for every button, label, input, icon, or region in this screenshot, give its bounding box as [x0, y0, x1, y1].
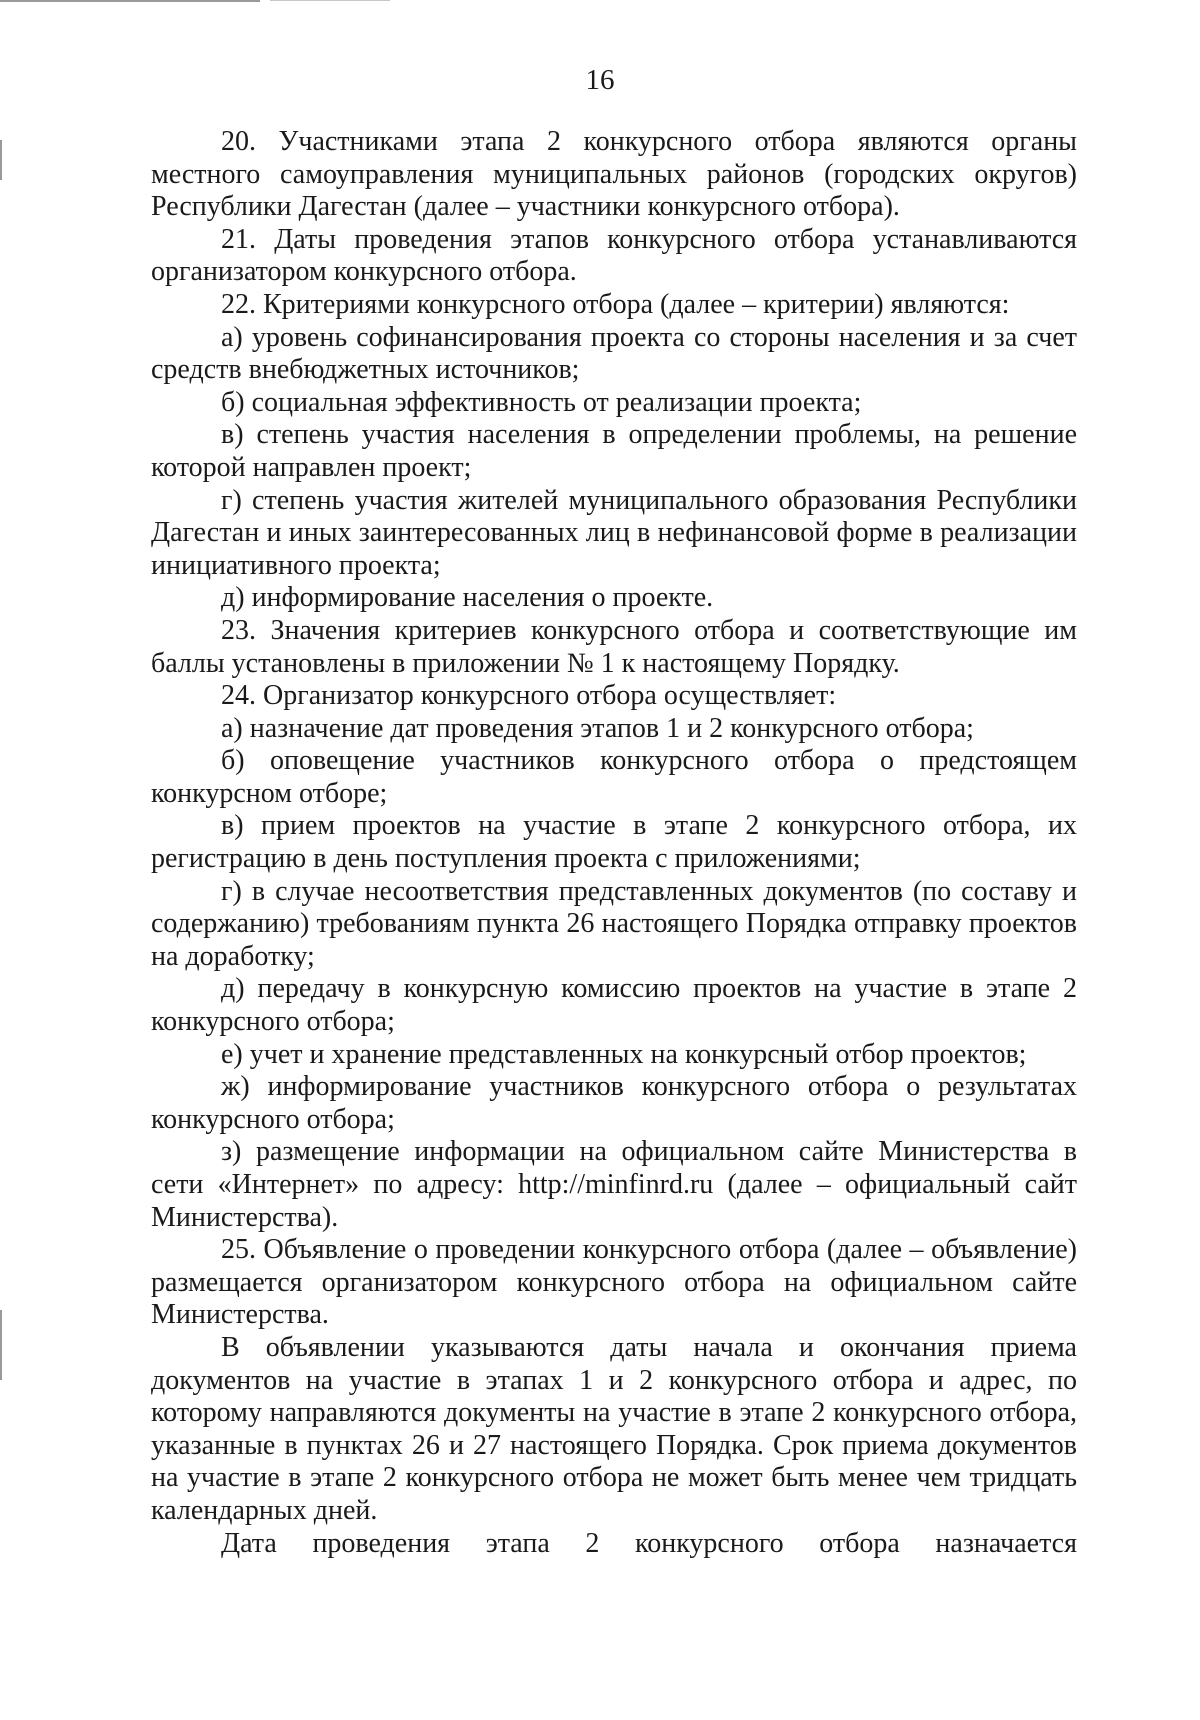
paragraph: а) назначение дат проведения этапов 1 и 2 конкурсного отбора;	[221, 712, 974, 744]
paragraph: в) степень участия населения в определении проблемы, на решение которой направлен проект;	[151, 419, 1077, 483]
paragraph: 25. Объявление о проведении конкурсного отбора (далее – объявление) размещается организатором конкурсного отбора на официальном сайте Министерства.	[151, 1234, 1077, 1331]
paragraph: 20. Участниками этапа 2 конкурсного отбора являются органы местного самоуправления муниципальных районов (городских округов) Республики Дагестан (далее – участники конкурсного отбора).	[151, 126, 1077, 223]
scan-edge-mark	[0, 140, 2, 180]
paragraph: д) информирование населения о проекте.	[221, 582, 714, 614]
document-body	[151, 126, 1077, 1560]
page-number: 16	[585, 64, 615, 96]
scan-edge-mark	[270, 0, 390, 1]
paragraph: г) в случае несоответствия представленных документов (по составу и содержанию) требованиям пункта 26 настоящего Порядка отправку проектов на доработку;	[151, 875, 1077, 972]
paragraph: д) передачу в конкурсную комиссию проектов на участие в этапе 2 конкурсного отбора;	[151, 973, 1077, 1038]
paragraph: з) размещение информации на официальном сайте Министерства в сети «Интернет» по адресу: http://minfinrd.ru (далее – официальный сайт Министерства).	[151, 1136, 1077, 1233]
paragraph: 24. Организатор конкурсного отбора осуществляет:	[221, 680, 837, 712]
paragraph: в) прием проектов на участие в этапе 2 конкурсного отбора, их регистрацию в день поступления проекта с приложениями;	[151, 810, 1077, 875]
paragraph: В объявлении указываются даты начала и окончания приема документов на участие в этапах 1 и 2 конкурсного отбора и адрес, по которому направляются документы на участие в этапе 2 конкурсного отбора, указанные в пунктах 26 и 27 настоящего Порядка. Срок приема документов на участие в этапе 2 конкурсного отбора не может быть менее чем тридцать календарных дней.	[151, 1331, 1077, 1526]
paragraph: ж) информирование участников конкурсного отбора о результатах конкурсного отбора;	[151, 1071, 1077, 1135]
paragraph: 23. Значения критериев конкурсного отбора и соответствующие им баллы установлены в приложении № 1 к настоящему Порядку.	[151, 614, 1077, 679]
scan-edge-mark	[0, 1310, 2, 1380]
paragraph: Дата проведения этапа 2 конкурсного отбора назначается	[221, 1527, 1077, 1559]
paragraph: 22. Критериями конкурсного отбора (далее – критерии) являются:	[221, 288, 1010, 320]
paragraph: г) степень участия жителей муниципального образования Республики Дагестан и иных заинтересованных лиц в нефинансовой форме в реализации инициативного проекта;	[151, 484, 1077, 581]
paragraph: 21. Даты проведения этапов конкурсного отбора устанавливаются организатором конкурсного отбора.	[151, 223, 1077, 288]
paragraph: б) оповещение участников конкурсного отбора о предстоящем конкурсном отборе;	[151, 745, 1077, 809]
paragraph: а) уровень софинансирования проекта со стороны населения и за счет средств внебюджетных источников;	[151, 321, 1077, 386]
paragraph: б) социальная эффективность от реализации проекта;	[221, 386, 862, 418]
paragraph: е) учет и хранение представленных на конкурсный отбор проектов;	[221, 1038, 1027, 1070]
scan-edge-mark	[0, 0, 260, 2]
